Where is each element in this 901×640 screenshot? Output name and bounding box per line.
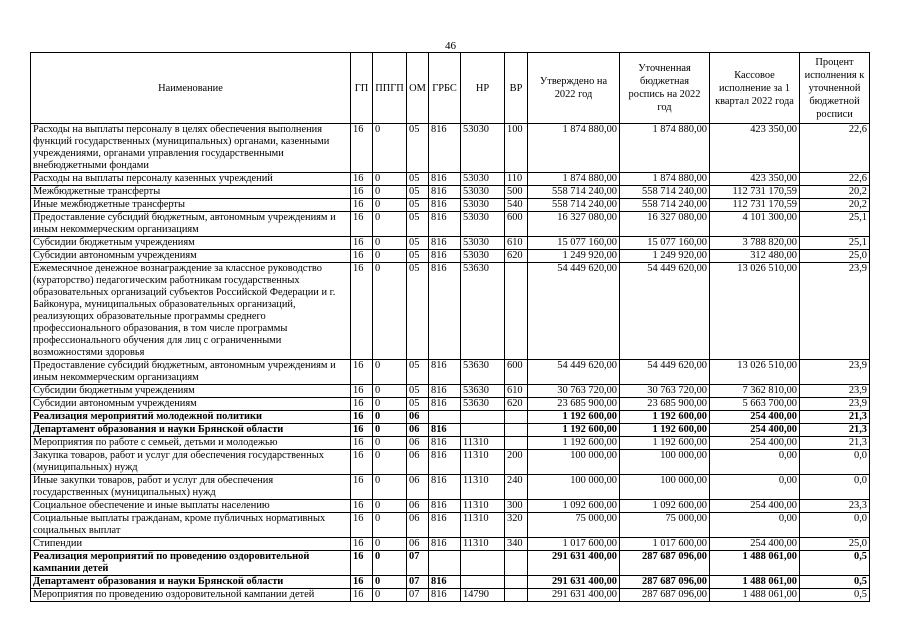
cell-cash: 1 488 061,00 — [710, 576, 800, 589]
cell-ppgp: 0 — [373, 551, 407, 576]
cell-vr: 540 — [505, 199, 528, 212]
table-row — [31, 411, 870, 424]
cell-vr: 340 — [505, 538, 528, 551]
table-row — [31, 398, 870, 411]
cell-om: 05 — [407, 398, 429, 411]
header-om: ОМ — [407, 53, 429, 124]
cell-om: 05 — [407, 360, 429, 385]
cell-cash: 254 400,00 — [710, 500, 800, 513]
cell-vr: 240 — [505, 475, 528, 500]
cell-nr: 11310 — [461, 437, 505, 450]
cell-vr — [505, 424, 528, 437]
cell-name: Субсидии автономным учреждениям — [31, 250, 351, 263]
cell-gp: 16 — [351, 500, 373, 513]
cell-gp: 16 — [351, 475, 373, 500]
cell-name: Предоставление субсидий бюджетным, автономным учреждениям и иным некоммерческим организациям — [31, 212, 351, 237]
cell-percent: 0,0 — [800, 475, 870, 500]
cell-ppgp: 0 — [373, 475, 407, 500]
cell-grbs: 816 — [429, 250, 461, 263]
cell-om: 06 — [407, 538, 429, 551]
cell-grbs: 816 — [429, 576, 461, 589]
cell-gp: 16 — [351, 385, 373, 398]
cell-vr — [505, 576, 528, 589]
cell-name: Мероприятия по работе с семьей, детьми и молодежью — [31, 437, 351, 450]
table-row — [31, 186, 870, 199]
table-row — [31, 513, 870, 538]
cell-vr — [505, 437, 528, 450]
cell-percent: 25,1 — [800, 237, 870, 250]
cell-cash: 3 788 820,00 — [710, 237, 800, 250]
cell-vr — [505, 263, 528, 360]
cell-ppgp: 0 — [373, 576, 407, 589]
cell-gp: 16 — [351, 199, 373, 212]
cell-ppgp: 0 — [373, 186, 407, 199]
cell-approved: 1 874 880,00 — [528, 173, 620, 186]
table-row — [31, 199, 870, 212]
cell-gp: 16 — [351, 212, 373, 237]
cell-grbs: 816 — [429, 450, 461, 475]
cell-approved: 1 192 600,00 — [528, 424, 620, 437]
header-nr: НР — [461, 53, 505, 124]
cell-percent: 21,3 — [800, 424, 870, 437]
cell-nr: 53630 — [461, 360, 505, 385]
cell-vr: 610 — [505, 385, 528, 398]
cell-om: 06 — [407, 500, 429, 513]
cell-name: Социальные выплаты гражданам, кроме публичных нормативных социальных выплат — [31, 513, 351, 538]
cell-om: 06 — [407, 475, 429, 500]
cell-grbs: 816 — [429, 424, 461, 437]
page-number: 46 — [445, 40, 456, 52]
cell-gp: 16 — [351, 250, 373, 263]
cell-refined: 287 687 096,00 — [620, 551, 710, 576]
cell-refined: 558 714 240,00 — [620, 186, 710, 199]
cell-approved: 16 327 080,00 — [528, 212, 620, 237]
cell-refined: 287 687 096,00 — [620, 589, 710, 602]
cell-approved: 100 000,00 — [528, 475, 620, 500]
cell-om: 05 — [407, 250, 429, 263]
cell-approved: 30 763 720,00 — [528, 385, 620, 398]
cell-refined: 558 714 240,00 — [620, 199, 710, 212]
cell-refined: 16 327 080,00 — [620, 212, 710, 237]
cell-approved: 1 092 600,00 — [528, 500, 620, 513]
cell-percent: 22,6 — [800, 173, 870, 186]
cell-nr — [461, 424, 505, 437]
header-gp: ГП — [351, 53, 373, 124]
cell-cash: 1 488 061,00 — [710, 551, 800, 576]
cell-percent: 23,9 — [800, 360, 870, 385]
table-row — [31, 576, 870, 589]
cell-nr: 53030 — [461, 199, 505, 212]
cell-grbs: 816 — [429, 513, 461, 538]
cell-ppgp: 0 — [373, 199, 407, 212]
table-row — [31, 212, 870, 237]
cell-nr: 53030 — [461, 237, 505, 250]
cell-percent: 21,3 — [800, 411, 870, 424]
cell-name: Субсидии бюджетным учреждениям — [31, 385, 351, 398]
cell-approved: 15 077 160,00 — [528, 237, 620, 250]
cell-nr: 14790 — [461, 589, 505, 602]
cell-grbs: 816 — [429, 173, 461, 186]
table-row — [31, 551, 870, 576]
cell-gp: 16 — [351, 513, 373, 538]
cell-refined: 100 000,00 — [620, 450, 710, 475]
cell-vr: 610 — [505, 237, 528, 250]
cell-vr: 200 — [505, 450, 528, 475]
cell-ppgp: 0 — [373, 237, 407, 250]
cell-grbs: 816 — [429, 212, 461, 237]
table-row — [31, 437, 870, 450]
cell-grbs: 816 — [429, 263, 461, 360]
cell-vr: 620 — [505, 250, 528, 263]
cell-ppgp: 0 — [373, 250, 407, 263]
cell-name: Субсидии автономным учреждениям — [31, 398, 351, 411]
cell-approved: 291 631 400,00 — [528, 576, 620, 589]
cell-approved: 75 000,00 — [528, 513, 620, 538]
table-row — [31, 250, 870, 263]
cell-refined: 1 192 600,00 — [620, 437, 710, 450]
cell-ppgp: 0 — [373, 500, 407, 513]
cell-nr: 53030 — [461, 173, 505, 186]
cell-grbs: 816 — [429, 538, 461, 551]
cell-vr: 600 — [505, 212, 528, 237]
cell-ppgp: 0 — [373, 450, 407, 475]
cell-refined: 30 763 720,00 — [620, 385, 710, 398]
cell-name: Стипендии — [31, 538, 351, 551]
cell-name: Межбюджетные трансферты — [31, 186, 351, 199]
cell-refined: 1 874 880,00 — [620, 173, 710, 186]
cell-percent: 23,3 — [800, 500, 870, 513]
table-row — [31, 424, 870, 437]
cell-om: 07 — [407, 576, 429, 589]
cell-percent: 0,0 — [800, 513, 870, 538]
cell-nr — [461, 551, 505, 576]
table-row — [31, 124, 870, 173]
cell-refined: 23 685 900,00 — [620, 398, 710, 411]
cell-cash: 7 362 810,00 — [710, 385, 800, 398]
cell-refined: 75 000,00 — [620, 513, 710, 538]
cell-approved: 558 714 240,00 — [528, 199, 620, 212]
cell-vr: 320 — [505, 513, 528, 538]
cell-grbs: 816 — [429, 475, 461, 500]
cell-om: 05 — [407, 385, 429, 398]
cell-grbs: 816 — [429, 385, 461, 398]
header-name: Наименование — [31, 53, 351, 124]
cell-ppgp: 0 — [373, 538, 407, 551]
cell-om: 05 — [407, 199, 429, 212]
cell-om: 05 — [407, 186, 429, 199]
cell-nr: 53030 — [461, 186, 505, 199]
cell-nr: 11310 — [461, 450, 505, 475]
cell-percent: 25,1 — [800, 212, 870, 237]
cell-name: Реализация мероприятий молодежной политики — [31, 411, 351, 424]
cell-om: 07 — [407, 551, 429, 576]
cell-gp: 16 — [351, 411, 373, 424]
header-vr: ВР — [505, 53, 528, 124]
cell-vr: 110 — [505, 173, 528, 186]
cell-percent: 0,0 — [800, 450, 870, 475]
cell-cash: 112 731 170,59 — [710, 199, 800, 212]
cell-name: Ежемесячное денежное вознаграждение за классное руководство (кураторство) педагогическим работникам государственных образовательных организаций субъектов Российской Федерации и г. Байконура, муниципальных образовательных организаций, реализующих образовательные программы среднего профессионального образования, в том числе программы профессионального обучения для лиц с ограниченными возможностями здоровья — [31, 263, 351, 360]
cell-percent: 23,9 — [800, 398, 870, 411]
table-row — [31, 450, 870, 475]
cell-cash: 4 101 300,00 — [710, 212, 800, 237]
cell-cash: 312 480,00 — [710, 250, 800, 263]
cell-name: Мероприятия по проведению оздоровительной кампании детей — [31, 589, 351, 602]
header-percent: Процент исполнения к уточненной бюджетной росписи — [800, 53, 870, 124]
cell-name: Закупка товаров, работ и услуг для обеспечения государственных (муниципальных) нужд — [31, 450, 351, 475]
cell-percent: 25,0 — [800, 250, 870, 263]
cell-percent: 0,5 — [800, 551, 870, 576]
cell-refined: 287 687 096,00 — [620, 576, 710, 589]
cell-refined: 54 449 620,00 — [620, 263, 710, 360]
cell-nr: 11310 — [461, 538, 505, 551]
cell-percent: 21,3 — [800, 437, 870, 450]
cell-gp: 16 — [351, 576, 373, 589]
table-row — [31, 263, 870, 360]
cell-approved: 1 017 600,00 — [528, 538, 620, 551]
cell-gp: 16 — [351, 360, 373, 385]
cell-om: 06 — [407, 411, 429, 424]
header-ppgp: ППГП — [373, 53, 407, 124]
cell-name: Расходы на выплаты персоналу казенных учреждений — [31, 173, 351, 186]
cell-ppgp: 0 — [373, 385, 407, 398]
cell-om: 05 — [407, 263, 429, 360]
cell-ppgp: 0 — [373, 263, 407, 360]
cell-ppgp: 0 — [373, 424, 407, 437]
cell-cash: 423 350,00 — [710, 124, 800, 173]
cell-refined: 1 092 600,00 — [620, 500, 710, 513]
cell-approved: 100 000,00 — [528, 450, 620, 475]
cell-name: Иные межбюджетные трансферты — [31, 199, 351, 212]
cell-nr: 11310 — [461, 513, 505, 538]
cell-om: 06 — [407, 437, 429, 450]
cell-nr: 53630 — [461, 398, 505, 411]
cell-ppgp: 0 — [373, 124, 407, 173]
cell-grbs: 816 — [429, 360, 461, 385]
cell-om: 05 — [407, 237, 429, 250]
cell-gp: 16 — [351, 450, 373, 475]
table-row — [31, 475, 870, 500]
cell-om: 06 — [407, 450, 429, 475]
cell-cash: 254 400,00 — [710, 411, 800, 424]
cell-gp: 16 — [351, 124, 373, 173]
cell-percent: 25,0 — [800, 538, 870, 551]
cell-gp: 16 — [351, 237, 373, 250]
cell-grbs: 816 — [429, 398, 461, 411]
cell-cash: 254 400,00 — [710, 538, 800, 551]
cell-gp: 16 — [351, 437, 373, 450]
cell-name: Расходы на выплаты персоналу в целях обеспечения выполнения функций государственных (муниципальных) органами, казенными учреждениями, органами управления государственными внебюджетными фондами — [31, 124, 351, 173]
cell-cash: 13 026 510,00 — [710, 360, 800, 385]
cell-nr: 53030 — [461, 212, 505, 237]
cell-cash: 112 731 170,59 — [710, 186, 800, 199]
cell-vr: 600 — [505, 360, 528, 385]
cell-om: 07 — [407, 589, 429, 602]
cell-ppgp: 0 — [373, 437, 407, 450]
cell-cash: 423 350,00 — [710, 173, 800, 186]
cell-nr: 11310 — [461, 500, 505, 513]
cell-name: Департамент образования и науки Брянской области — [31, 424, 351, 437]
cell-nr — [461, 576, 505, 589]
cell-gp: 16 — [351, 589, 373, 602]
cell-gp: 16 — [351, 186, 373, 199]
cell-vr: 500 — [505, 186, 528, 199]
cell-name: Реализация мероприятий по проведению оздоровительной кампании детей — [31, 551, 351, 576]
table-header-row — [31, 53, 870, 124]
cell-vr — [505, 589, 528, 602]
cell-nr: 11310 — [461, 475, 505, 500]
cell-cash: 5 663 700,00 — [710, 398, 800, 411]
cell-om: 06 — [407, 513, 429, 538]
cell-grbs — [429, 411, 461, 424]
table-row — [31, 360, 870, 385]
cell-percent: 20,2 — [800, 199, 870, 212]
cell-grbs: 816 — [429, 124, 461, 173]
table-row — [31, 237, 870, 250]
cell-vr: 300 — [505, 500, 528, 513]
table-row — [31, 385, 870, 398]
table-row — [31, 500, 870, 513]
cell-om: 05 — [407, 173, 429, 186]
cell-approved: 291 631 400,00 — [528, 551, 620, 576]
cell-grbs: 816 — [429, 186, 461, 199]
cell-ppgp: 0 — [373, 411, 407, 424]
budget-table — [30, 52, 870, 602]
cell-grbs: 816 — [429, 500, 461, 513]
cell-grbs: 816 — [429, 589, 461, 602]
table-row — [31, 173, 870, 186]
cell-nr: 53030 — [461, 124, 505, 173]
cell-percent: 22,6 — [800, 124, 870, 173]
cell-gp: 16 — [351, 398, 373, 411]
cell-percent: 0,5 — [800, 576, 870, 589]
cell-cash: 13 026 510,00 — [710, 263, 800, 360]
cell-name: Социальное обеспечение и иные выплаты населению — [31, 500, 351, 513]
cell-vr — [505, 411, 528, 424]
cell-vr: 620 — [505, 398, 528, 411]
table-row — [31, 538, 870, 551]
cell-refined: 100 000,00 — [620, 475, 710, 500]
cell-cash: 254 400,00 — [710, 437, 800, 450]
cell-name: Департамент образования и науки Брянской области — [31, 576, 351, 589]
cell-approved: 1 192 600,00 — [528, 437, 620, 450]
cell-approved: 1 192 600,00 — [528, 411, 620, 424]
cell-nr: 53630 — [461, 263, 505, 360]
cell-refined: 1 192 600,00 — [620, 424, 710, 437]
cell-ppgp: 0 — [373, 589, 407, 602]
cell-approved: 54 449 620,00 — [528, 263, 620, 360]
cell-nr: 53630 — [461, 385, 505, 398]
cell-vr: 100 — [505, 124, 528, 173]
cell-om: 05 — [407, 212, 429, 237]
cell-nr — [461, 411, 505, 424]
cell-name: Предоставление субсидий бюджетным, автономным учреждениям и иным некоммерческим организациям — [31, 360, 351, 385]
cell-ppgp: 0 — [373, 212, 407, 237]
cell-ppgp: 0 — [373, 398, 407, 411]
cell-om: 06 — [407, 424, 429, 437]
cell-cash: 0,00 — [710, 450, 800, 475]
cell-percent: 23,9 — [800, 385, 870, 398]
cell-gp: 16 — [351, 263, 373, 360]
cell-percent: 0,5 — [800, 589, 870, 602]
cell-refined: 1 249 920,00 — [620, 250, 710, 263]
cell-grbs: 816 — [429, 199, 461, 212]
cell-refined: 15 077 160,00 — [620, 237, 710, 250]
cell-gp: 16 — [351, 173, 373, 186]
cell-cash: 0,00 — [710, 475, 800, 500]
table-row — [31, 589, 870, 602]
cell-nr: 53030 — [461, 250, 505, 263]
cell-cash: 1 488 061,00 — [710, 589, 800, 602]
header-refined: Уточненная бюджетная роспись на 2022 год — [620, 53, 710, 124]
cell-grbs: 816 — [429, 237, 461, 250]
cell-cash: 0,00 — [710, 513, 800, 538]
cell-grbs — [429, 551, 461, 576]
cell-approved: 54 449 620,00 — [528, 360, 620, 385]
header-grbs: ГРБС — [429, 53, 461, 124]
cell-refined: 1 017 600,00 — [620, 538, 710, 551]
cell-name: Субсидии бюджетным учреждениям — [31, 237, 351, 250]
cell-approved: 1 249 920,00 — [528, 250, 620, 263]
header-cash: Кассовое исполнение за 1 квартал 2022 года — [710, 53, 800, 124]
cell-approved: 23 685 900,00 — [528, 398, 620, 411]
cell-gp: 16 — [351, 424, 373, 437]
cell-om: 05 — [407, 124, 429, 173]
cell-ppgp: 0 — [373, 513, 407, 538]
cell-ppgp: 0 — [373, 173, 407, 186]
cell-grbs: 816 — [429, 437, 461, 450]
cell-refined: 1 874 880,00 — [620, 124, 710, 173]
cell-percent: 23,9 — [800, 263, 870, 360]
cell-approved: 1 874 880,00 — [528, 124, 620, 173]
cell-cash: 254 400,00 — [710, 424, 800, 437]
cell-approved: 291 631 400,00 — [528, 589, 620, 602]
cell-vr — [505, 551, 528, 576]
cell-refined: 54 449 620,00 — [620, 360, 710, 385]
cell-gp: 16 — [351, 538, 373, 551]
cell-ppgp: 0 — [373, 360, 407, 385]
cell-approved: 558 714 240,00 — [528, 186, 620, 199]
header-approved: Утверждено на 2022 год — [528, 53, 620, 124]
cell-percent: 20,2 — [800, 186, 870, 199]
cell-gp: 16 — [351, 551, 373, 576]
cell-refined: 1 192 600,00 — [620, 411, 710, 424]
cell-name: Иные закупки товаров, работ и услуг для обеспечения государственных (муниципальных) нужд — [31, 475, 351, 500]
